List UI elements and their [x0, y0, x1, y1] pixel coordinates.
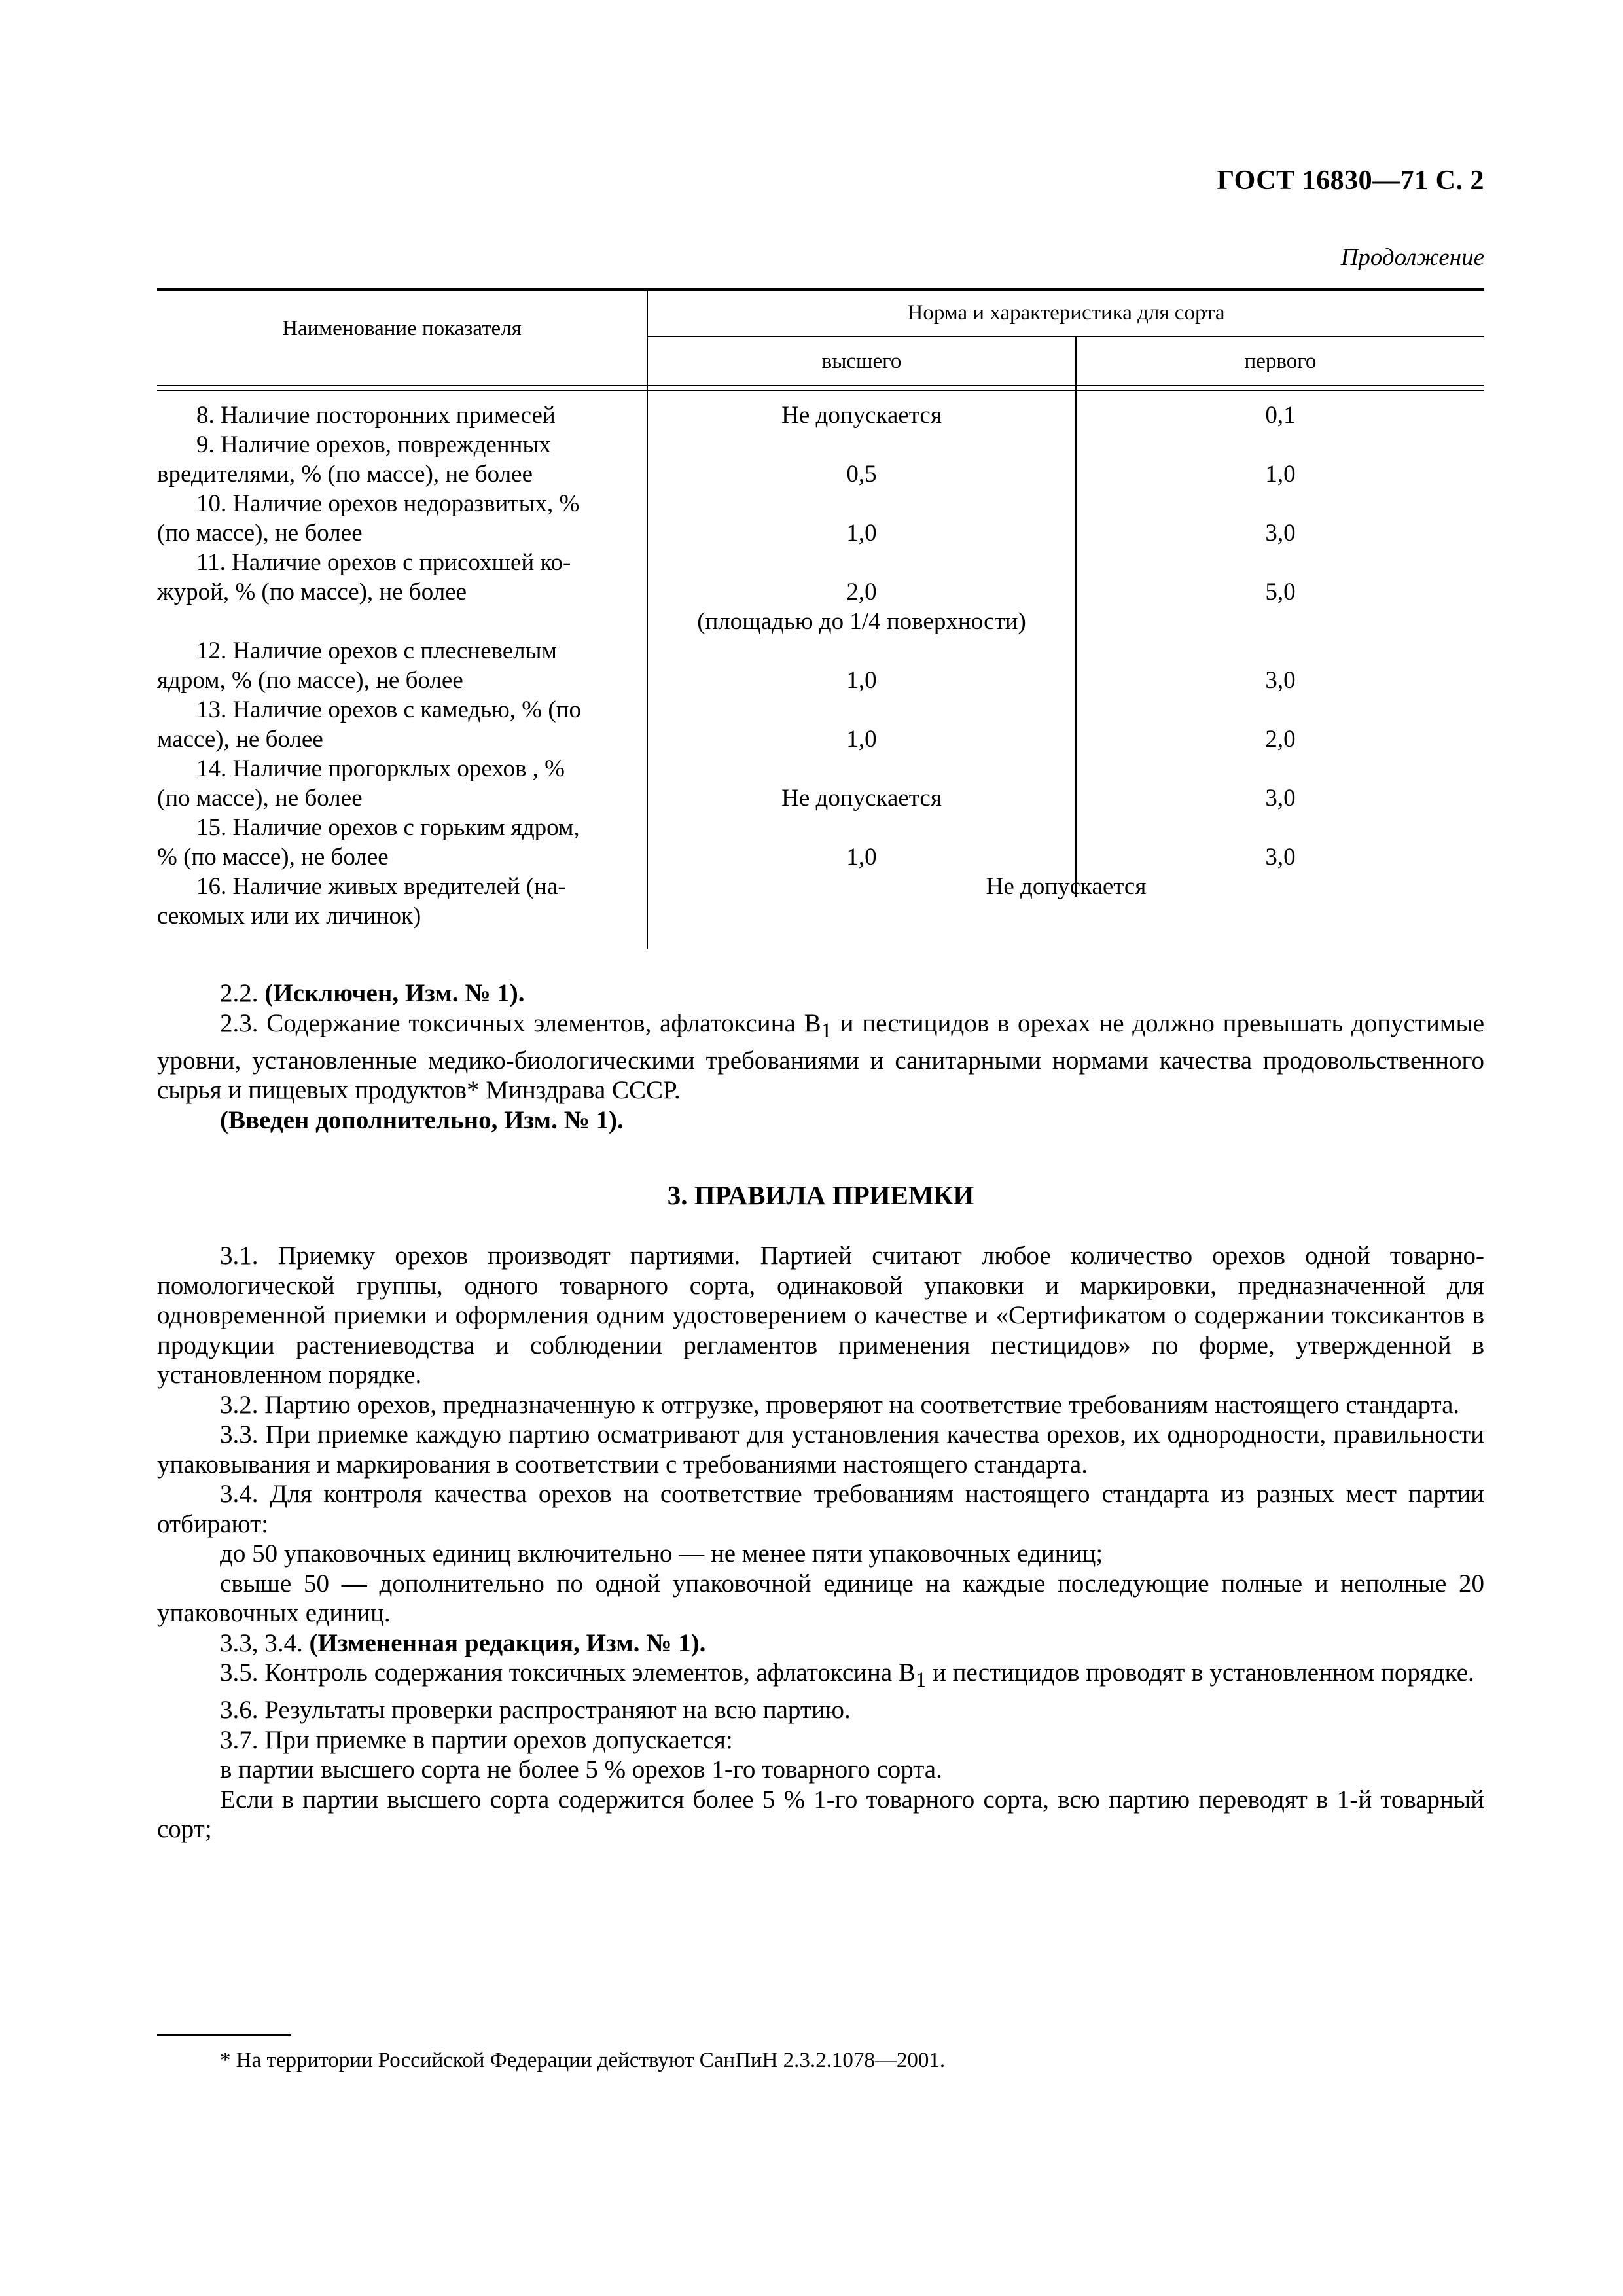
row-name	[157, 401, 630, 430]
section-2-text	[157, 978, 1484, 1135]
amendment-note: (Исключен, Изм. № 1).	[264, 979, 525, 1007]
value-grade-first: 2,0	[1265, 726, 1296, 753]
value-grade-high: 1,0	[846, 844, 877, 870]
value-grade-high: 1,0	[846, 726, 877, 753]
paragraph-3-2: 3.2. Партию орехов, предназначенную к отгрузке, проверяют на соответствие требованиям настоящего стандарта.	[220, 1390, 1460, 1419]
value-grade-first: 0,1	[1265, 402, 1296, 429]
row-name	[157, 695, 630, 754]
value-grade-high: Не допускается	[781, 402, 942, 429]
header-bottom-rule-2	[157, 390, 1484, 391]
row-name-rest: % (по массе), не более	[157, 844, 389, 870]
text-part: 2.3. Содержание токсичных элементов, афлатоксина B	[220, 1009, 821, 1037]
row-name	[157, 872, 630, 931]
subscript: 1	[915, 1668, 927, 1692]
section-3-text	[157, 1241, 1484, 1844]
paragraph-number: 2.2.	[220, 979, 259, 1007]
row-name	[157, 636, 630, 695]
paragraph-3-4: 3.4. Для контроля качества орехов на соответствие требованиям настоящего стандарта из разных мест партии отбирают:	[157, 1480, 1484, 1538]
col-header-grade-high: высшего	[821, 350, 902, 373]
paragraph-3-6: 3.6. Результаты проверки распространяют на всю партию.	[220, 1696, 851, 1725]
amendment-note: (Введен дополнительно, Изм. № 1).	[220, 1105, 624, 1134]
row-name-line: 15. Наличие орехов с горьким ядром,	[196, 814, 580, 841]
value-grade-high-note: (площадью до 1/4 поверхности)	[697, 608, 1026, 635]
footnote: * На территории Российской Федерации действуют СанПиН 2.3.2.1078—2001.	[220, 2049, 946, 2072]
row-name-line: 8. Наличие посторонних примесей	[196, 402, 556, 429]
col-header-norm: Норма и характеристика для сорта	[907, 301, 1225, 325]
row-name-line: 10. Наличие орехов недоразвитых, %	[196, 490, 580, 517]
paragraph-3-4-a: до 50 упаковочных единиц включительно — не менее пяти упаковочных единиц;	[220, 1539, 1103, 1568]
paragraph-3-7: 3.7. При приемке в партии орехов допускается:	[220, 1725, 733, 1754]
row-name-rest: секомых или их личинок)	[157, 903, 421, 929]
paragraph-3-1: 3.1. Приемку орехов производят партиями. Партией считают любое количество орехов одной товарно-помологической группы, одного товарного сорта, одинаковой упаковки и маркировки, предназначенной для одновременной приемки и оформления одним удостоверением о качестве и «Сертификатом о содержании токсикантов в продукции растениеводства и соблюдении регламентов применения пестицидов» по форме, утвержденной в установленном порядке.	[157, 1242, 1484, 1389]
row-name	[157, 813, 630, 872]
row-name-line: 14. Наличие прогорклых орехов , %	[196, 755, 565, 782]
paragraph-2-3	[157, 1009, 1484, 1105]
requirements-table	[157, 288, 1484, 949]
text-part: 3.5. Контроль содержания токсичных элементов, афлатоксина B	[220, 1659, 916, 1687]
paragraph-3-7-a: в партии высшего сорта не более 5 % орехов 1-го товарного сорта.	[220, 1755, 942, 1784]
continuation-label: Продолжение	[1340, 244, 1484, 271]
text-part: и пестицидов в орехах не должно превышать допустимые уровни, установленные медико-биологическими требованиями и санитарными нормами качества продовольственного сырья и пищевых продуктов* Минздрава СССР.	[157, 1009, 1485, 1105]
value-grade-high: Не допускается	[781, 785, 942, 812]
value-grade-high: 2,0	[846, 579, 877, 605]
paragraph-3-4-b: свыше 50 — дополнительно по одной упаковочной единице на каждые последующие полные и неполные 20 упаковочных единиц.	[157, 1569, 1484, 1627]
value-grade-high: 0,5	[846, 461, 877, 488]
paragraph-3-5	[157, 1658, 1484, 1695]
row-name-rest: журой, % (по массе), не более	[157, 579, 467, 605]
value-grade-first: 1,0	[1265, 461, 1296, 488]
header-bottom-rule	[157, 385, 1484, 386]
row-name-line: 11. Наличие орехов с присохшей ко-	[196, 549, 571, 576]
value-grade-first: 3,0	[1265, 785, 1296, 812]
row-name-rest: (по массе), не более	[157, 785, 363, 812]
text-part: и пестицидов проводят в установленном порядке.	[926, 1659, 1474, 1687]
row-name-rest: вредителями, % (по массе), не более	[157, 461, 533, 488]
value-grade-first: 3,0	[1265, 844, 1296, 870]
header-sub-rule	[647, 336, 1484, 337]
row-name	[157, 430, 630, 489]
col-header-grade-first: первого	[1244, 350, 1317, 373]
row-name-line: 16. Наличие живых вредителей (на-	[196, 873, 566, 900]
footnote-rule	[157, 2034, 291, 2036]
row-name	[157, 754, 630, 813]
row-name-line: 12. Наличие орехов с плесневелым	[196, 637, 557, 664]
amendment-note: (Измененная редакция, Изм. № 1).	[309, 1628, 706, 1657]
paragraph-3-3: 3.3. При приемке каждую партию осматривают для установления качества орехов, их однородности, правильности упаковывания и маркирования в соответствии с требованиями настоящего стандарта.	[157, 1420, 1484, 1479]
table-top-rule	[157, 288, 1484, 291]
value-grade-first: 3,0	[1265, 520, 1296, 547]
subscript: 1	[821, 1018, 832, 1043]
paragraph-number: 3.3, 3.4.	[220, 1628, 303, 1657]
paragraph-2-2	[157, 978, 1484, 1009]
section-3-title: 3. ПРАВИЛА ПРИЕМКИ	[667, 1180, 974, 1210]
row-name-line: 9. Наличие орехов, поврежденных	[196, 431, 551, 458]
row-name	[157, 489, 630, 548]
row-name-rest: ядром, % (по массе), не более	[157, 667, 463, 694]
value-grade-first: 5,0	[1265, 579, 1296, 605]
paragraph-3-7-b: Если в партии высшего сорта содержится более 5 % 1-го товарного сорта, всю партию переводят в 1-й товарный сорт;	[157, 1785, 1484, 1844]
paragraph-3-3-3-4-note	[157, 1628, 1484, 1659]
col-header-name: Наименование показателя	[282, 317, 522, 340]
row-name-line: 13. Наличие орехов с камедью, % (по	[196, 696, 581, 723]
row-name-rest: массе), не более	[157, 726, 323, 753]
page-header: ГОСТ 16830—71 С. 2	[1217, 166, 1484, 196]
row-name	[157, 548, 630, 607]
row-name-rest: (по массе), не более	[157, 520, 363, 547]
value-both-grades: Не допускается	[986, 873, 1147, 900]
value-grade-high: 1,0	[846, 520, 877, 547]
value-grade-high: 1,0	[846, 667, 877, 694]
value-grade-first: 3,0	[1265, 667, 1296, 694]
